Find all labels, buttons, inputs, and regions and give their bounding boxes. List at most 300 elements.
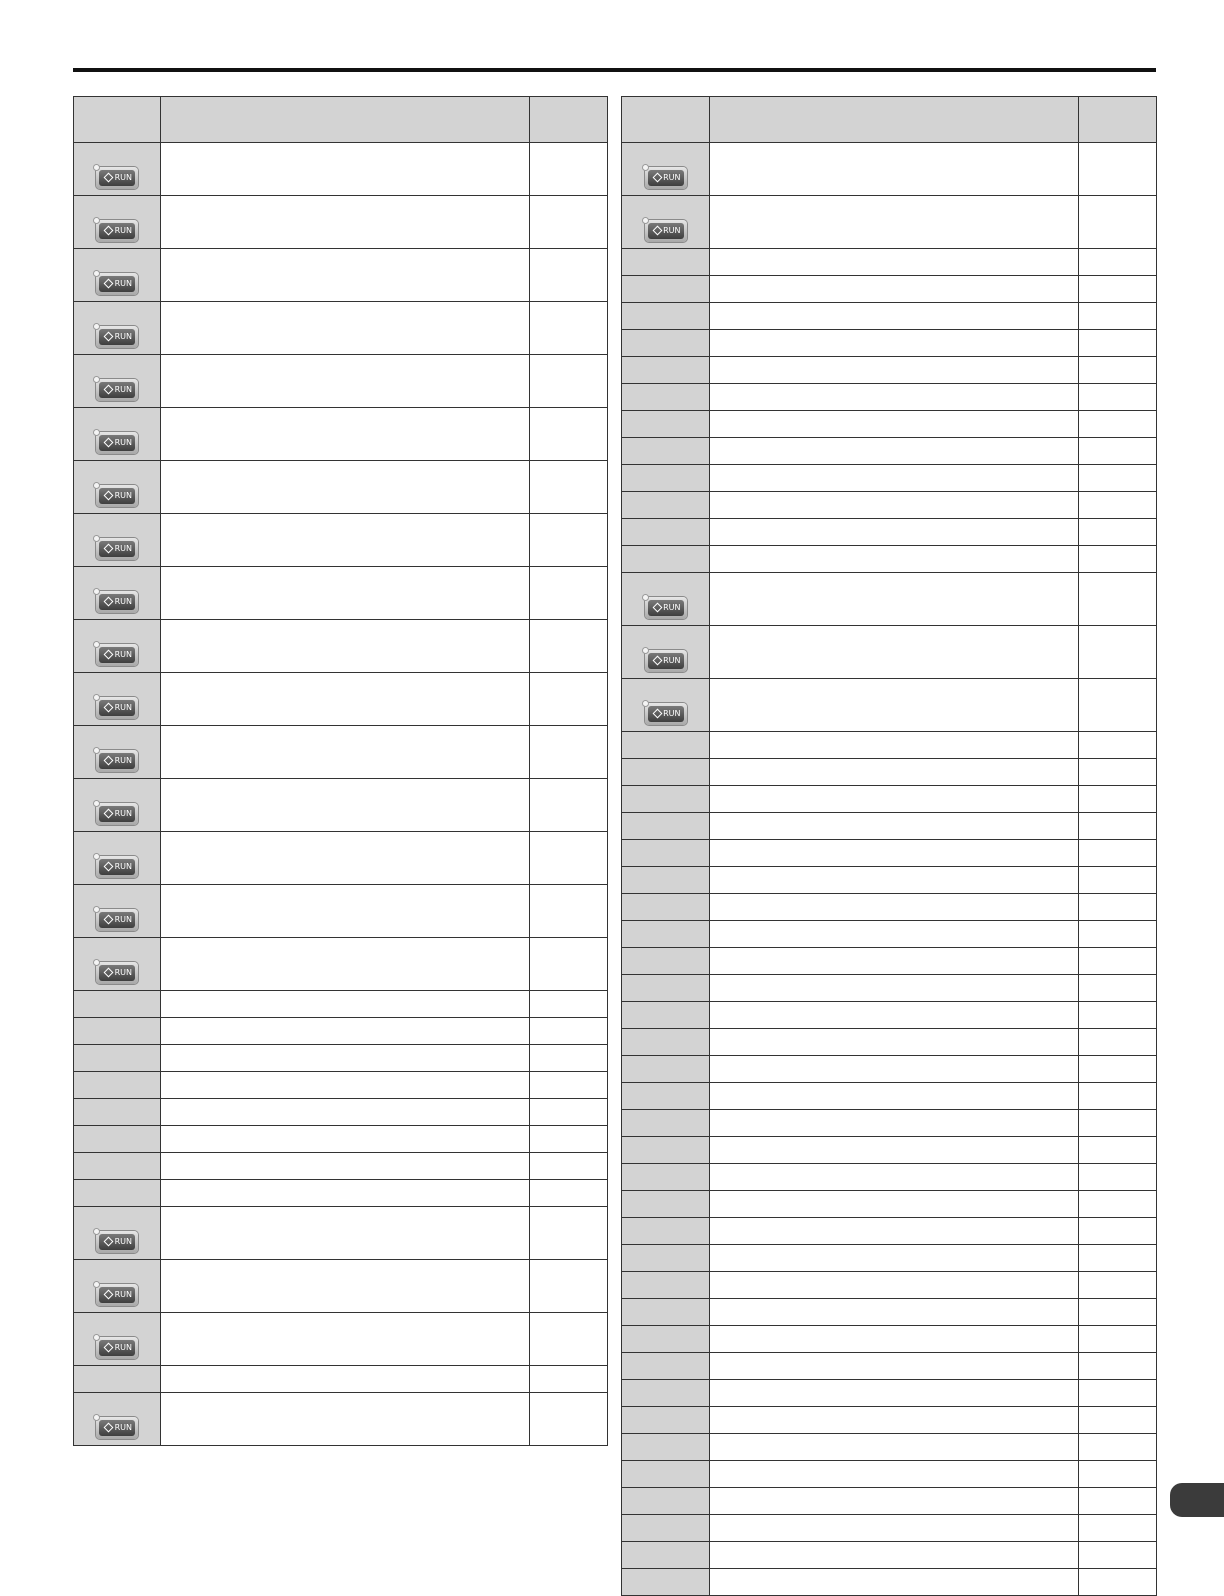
- name-cell: [161, 1180, 530, 1206]
- no-cell: [622, 1515, 710, 1541]
- table-row: [622, 491, 1156, 518]
- run-led-icon: [93, 1334, 100, 1341]
- page-cell: [1079, 384, 1156, 410]
- table-row: [622, 1190, 1156, 1217]
- table-row: [622, 1541, 1156, 1568]
- page-cell: [1079, 948, 1156, 974]
- no-cell: [622, 759, 710, 785]
- no-cell: [622, 786, 710, 812]
- no-cell: [622, 1137, 710, 1163]
- page-cell: [530, 1366, 607, 1392]
- table-row: [622, 866, 1156, 893]
- table-row: [622, 356, 1156, 383]
- name-cell: [161, 302, 530, 354]
- name-cell: [161, 97, 530, 142]
- no-cell: [622, 1002, 710, 1028]
- page-cell: [1079, 1515, 1156, 1541]
- page-cell: [1079, 1488, 1156, 1514]
- page-cell: [1079, 679, 1156, 731]
- run-key-label: RUN: [99, 859, 135, 875]
- no-cell: [74, 514, 161, 566]
- page-cell: [530, 726, 607, 778]
- no-cell: [74, 1180, 161, 1206]
- no-cell: [622, 1542, 710, 1568]
- run-key-icon: [96, 803, 138, 825]
- page-cell: [1079, 867, 1156, 893]
- table-row: [622, 1568, 1156, 1595]
- table-row: [622, 195, 1156, 248]
- table-row: [74, 1206, 607, 1259]
- name-cell: [710, 411, 1079, 437]
- run-diamond-icon: [652, 173, 662, 183]
- no-cell: [622, 1245, 710, 1271]
- run-key-label: RUN: [99, 488, 135, 504]
- page-cell: [530, 196, 607, 248]
- page-cell: [1079, 330, 1156, 356]
- no-cell: [622, 813, 710, 839]
- no-cell: [622, 573, 710, 625]
- table-row: [622, 893, 1156, 920]
- page-cell: [1079, 465, 1156, 491]
- table-row: [622, 383, 1156, 410]
- no-cell: [74, 302, 161, 354]
- run-key-label: RUN: [99, 170, 135, 186]
- run-key-label: RUN: [99, 912, 135, 928]
- no-cell: [622, 276, 710, 302]
- page-cell: [1079, 1380, 1156, 1406]
- no-cell: [74, 620, 161, 672]
- table-row: [622, 974, 1156, 1001]
- page-cell: [1079, 1083, 1156, 1109]
- no-cell: [622, 975, 710, 1001]
- table-row: [74, 884, 607, 937]
- page-cell: [1079, 143, 1156, 195]
- run-diamond-icon: [104, 809, 114, 819]
- run-key-label: RUN: [99, 753, 135, 769]
- no-cell: [622, 1353, 710, 1379]
- table-row: [74, 619, 607, 672]
- table-row: [622, 1082, 1156, 1109]
- no-cell: [622, 97, 710, 142]
- name-cell: [161, 1018, 530, 1044]
- no-cell: [622, 249, 710, 275]
- run-led-icon: [93, 959, 100, 966]
- name-cell: [161, 1313, 530, 1365]
- page-cell: [530, 1072, 607, 1098]
- name-cell: [161, 1072, 530, 1098]
- name-cell: [710, 384, 1079, 410]
- page-cell: [530, 1099, 607, 1125]
- no-cell: [74, 1393, 161, 1445]
- table-row: [74, 460, 607, 513]
- table-row: [74, 1179, 607, 1206]
- name-cell: [710, 465, 1079, 491]
- run-diamond-icon: [104, 1343, 114, 1353]
- page-cell: [530, 249, 607, 301]
- table-row: [74, 1071, 607, 1098]
- name-cell: [710, 1002, 1079, 1028]
- no-cell: [622, 1434, 710, 1460]
- name-cell: [710, 1299, 1079, 1325]
- run-diamond-icon: [104, 968, 114, 978]
- table-row: [622, 1406, 1156, 1433]
- run-key-icon: [96, 1337, 138, 1359]
- no-cell: [74, 991, 161, 1017]
- run-key-label: RUN: [99, 223, 135, 239]
- page-cell: [530, 673, 607, 725]
- run-led-icon: [642, 594, 649, 601]
- run-key-icon: [96, 379, 138, 401]
- table-row: [622, 572, 1156, 625]
- name-cell: [710, 732, 1079, 758]
- table-row: [622, 410, 1156, 437]
- no-cell: [622, 1407, 710, 1433]
- name-cell: [710, 1326, 1079, 1352]
- table-row: [622, 142, 1156, 195]
- name-cell: [710, 813, 1079, 839]
- name-cell: [710, 1542, 1079, 1568]
- name-cell: [161, 196, 530, 248]
- run-diamond-icon: [104, 862, 114, 872]
- page-cell: [530, 832, 607, 884]
- page-cell: [1079, 1056, 1156, 1082]
- page-cell: [1079, 1164, 1156, 1190]
- run-key-icon: [96, 538, 138, 560]
- name-cell: [710, 1218, 1079, 1244]
- table-row: [74, 937, 607, 990]
- run-key-label: RUN: [99, 1234, 135, 1250]
- no-cell: [74, 885, 161, 937]
- page-cell: [530, 1180, 607, 1206]
- name-cell: [710, 948, 1079, 974]
- page-cell: [1079, 786, 1156, 812]
- run-key-label: RUN: [648, 653, 684, 669]
- table-row: [74, 566, 607, 619]
- run-key-label: RUN: [99, 382, 135, 398]
- name-cell: [710, 1137, 1079, 1163]
- page-cell: [1079, 546, 1156, 572]
- no-cell: [74, 196, 161, 248]
- name-cell: [710, 867, 1079, 893]
- name-cell: [710, 1164, 1079, 1190]
- table-row: [622, 920, 1156, 947]
- page-cell: [1079, 1326, 1156, 1352]
- table-row: [74, 1312, 607, 1365]
- run-key-icon: [96, 697, 138, 719]
- table-row: [622, 625, 1156, 678]
- run-key-label: RUN: [648, 170, 684, 186]
- page-cell: [530, 461, 607, 513]
- name-cell: [161, 1207, 530, 1259]
- run-diamond-icon: [652, 709, 662, 719]
- parameter-table-right: [621, 96, 1157, 1596]
- page-cell: [1079, 1272, 1156, 1298]
- page-cell: [530, 779, 607, 831]
- no-cell: [622, 948, 710, 974]
- run-key-label: RUN: [99, 435, 135, 451]
- name-cell: [710, 357, 1079, 383]
- run-diamond-icon: [104, 173, 114, 183]
- page-cell: [1079, 1218, 1156, 1244]
- name-cell: [710, 1515, 1079, 1541]
- page-cell: [530, 1393, 607, 1445]
- name-cell: [161, 408, 530, 460]
- run-led-icon: [93, 429, 100, 436]
- page-cell: [530, 302, 607, 354]
- name-cell: [710, 276, 1079, 302]
- run-diamond-icon: [104, 226, 114, 236]
- page-cell: [530, 885, 607, 937]
- run-diamond-icon: [104, 703, 114, 713]
- no-cell: [74, 1207, 161, 1259]
- run-key-label: RUN: [648, 223, 684, 239]
- page-cell: [1079, 894, 1156, 920]
- page-cell: [530, 1260, 607, 1312]
- name-cell: [710, 1083, 1079, 1109]
- no-cell: [74, 461, 161, 513]
- run-key-icon: [645, 650, 687, 672]
- run-led-icon: [93, 1414, 100, 1421]
- table-row: [74, 195, 607, 248]
- no-cell: [622, 357, 710, 383]
- name-cell: [161, 885, 530, 937]
- no-cell: [622, 679, 710, 731]
- table-row: [74, 513, 607, 566]
- page-cell: [530, 143, 607, 195]
- table-row: [622, 1163, 1156, 1190]
- run-key-icon: [96, 1231, 138, 1253]
- no-cell: [622, 465, 710, 491]
- no-cell: [74, 1260, 161, 1312]
- run-led-icon: [93, 270, 100, 277]
- run-diamond-icon: [652, 656, 662, 666]
- name-cell: [161, 1260, 530, 1312]
- no-cell: [622, 1164, 710, 1190]
- no-cell: [622, 732, 710, 758]
- run-diamond-icon: [104, 650, 114, 660]
- table-row: [622, 1325, 1156, 1352]
- table-row: [622, 464, 1156, 491]
- page-cell: [1079, 303, 1156, 329]
- page-cell: [1079, 759, 1156, 785]
- table-row: [74, 1259, 607, 1312]
- no-cell: [622, 894, 710, 920]
- no-cell: [622, 626, 710, 678]
- page-cell: [1079, 1434, 1156, 1460]
- page-cell: [1079, 732, 1156, 758]
- no-cell: [622, 1461, 710, 1487]
- name-cell: [710, 1245, 1079, 1271]
- run-led-icon: [93, 164, 100, 171]
- no-cell: [74, 1153, 161, 1179]
- name-cell: [710, 1191, 1079, 1217]
- no-cell: [622, 867, 710, 893]
- run-diamond-icon: [104, 332, 114, 342]
- table-row: [74, 778, 607, 831]
- table-row: [74, 142, 607, 195]
- run-key-icon: [96, 485, 138, 507]
- page-cell: [1079, 813, 1156, 839]
- table-row: [622, 1244, 1156, 1271]
- no-cell: [622, 1191, 710, 1217]
- no-cell: [622, 411, 710, 437]
- run-key-label: RUN: [99, 965, 135, 981]
- name-cell: [710, 1407, 1079, 1433]
- page-cell: [1079, 276, 1156, 302]
- run-key-label: RUN: [99, 594, 135, 610]
- run-led-icon: [642, 164, 649, 171]
- run-diamond-icon: [104, 385, 114, 395]
- run-diamond-icon: [104, 597, 114, 607]
- table-row: [74, 1392, 607, 1445]
- table-row: [622, 275, 1156, 302]
- name-cell: [710, 759, 1079, 785]
- no-cell: [74, 1018, 161, 1044]
- no-cell: [74, 1366, 161, 1392]
- table-row: [74, 1365, 607, 1392]
- no-cell: [622, 1569, 710, 1595]
- no-cell: [622, 196, 710, 248]
- no-cell: [622, 921, 710, 947]
- table-row: [622, 1460, 1156, 1487]
- table-row: [622, 812, 1156, 839]
- top-rule: [73, 68, 1156, 72]
- table-row: [74, 248, 607, 301]
- no-cell: [622, 492, 710, 518]
- no-cell: [74, 1045, 161, 1071]
- page-cell: [530, 1313, 607, 1365]
- page-cell: [1079, 97, 1156, 142]
- run-led-icon: [642, 217, 649, 224]
- name-cell: [710, 1488, 1079, 1514]
- name-cell: [161, 673, 530, 725]
- run-led-icon: [93, 588, 100, 595]
- name-cell: [161, 143, 530, 195]
- page-cell: [1079, 975, 1156, 1001]
- run-led-icon: [93, 1228, 100, 1235]
- name-cell: [161, 567, 530, 619]
- run-key-icon: [645, 220, 687, 242]
- page-cell: [1079, 1542, 1156, 1568]
- page-cell: [530, 991, 607, 1017]
- table-row: [622, 248, 1156, 275]
- no-cell: [74, 673, 161, 725]
- page-cell: [1079, 1191, 1156, 1217]
- name-cell: [710, 1272, 1079, 1298]
- page-cell: [530, 355, 607, 407]
- page-cell: [1079, 626, 1156, 678]
- table-row: [622, 1352, 1156, 1379]
- table-row: [622, 329, 1156, 356]
- page-cell: [1079, 1407, 1156, 1433]
- name-cell: [161, 726, 530, 778]
- table-header-row: [74, 97, 607, 142]
- name-cell: [161, 779, 530, 831]
- name-cell: [161, 1366, 530, 1392]
- run-key-label: RUN: [99, 700, 135, 716]
- table-header-row: [622, 97, 1156, 142]
- name-cell: [710, 894, 1079, 920]
- no-cell: [74, 726, 161, 778]
- page-cell: [1079, 519, 1156, 545]
- page-cell: [1079, 1110, 1156, 1136]
- page-cell: [1079, 1245, 1156, 1271]
- page-cell: [1079, 921, 1156, 947]
- run-diamond-icon: [104, 756, 114, 766]
- page-thumb-tab: [1170, 1483, 1224, 1517]
- no-cell: [622, 1029, 710, 1055]
- run-key-icon: [96, 167, 138, 189]
- table-row: [622, 1136, 1156, 1163]
- run-key-icon: [96, 591, 138, 613]
- table-row: [74, 301, 607, 354]
- table-row: [74, 1125, 607, 1152]
- table-row: [622, 947, 1156, 974]
- name-cell: [710, 1056, 1079, 1082]
- table-row: [74, 1152, 607, 1179]
- name-cell: [161, 991, 530, 1017]
- no-cell: [622, 840, 710, 866]
- name-cell: [161, 461, 530, 513]
- page-cell: [530, 567, 607, 619]
- page-cell: [530, 1126, 607, 1152]
- no-cell: [74, 355, 161, 407]
- table-row: [622, 437, 1156, 464]
- page-cell: [1079, 1299, 1156, 1325]
- run-key-label: RUN: [648, 600, 684, 616]
- name-cell: [710, 519, 1079, 545]
- page-cell: [530, 514, 607, 566]
- table-row: [622, 1055, 1156, 1082]
- no-cell: [622, 519, 710, 545]
- name-cell: [710, 196, 1079, 248]
- no-cell: [622, 1380, 710, 1406]
- run-diamond-icon: [104, 1290, 114, 1300]
- run-led-icon: [93, 217, 100, 224]
- table-row: [74, 354, 607, 407]
- name-cell: [710, 303, 1079, 329]
- no-cell: [622, 438, 710, 464]
- name-cell: [161, 1393, 530, 1445]
- page-cell: [530, 1018, 607, 1044]
- page-cell: [1079, 1569, 1156, 1595]
- page-cell: [1079, 573, 1156, 625]
- run-diamond-icon: [652, 226, 662, 236]
- run-diamond-icon: [104, 544, 114, 554]
- page-cell: [530, 620, 607, 672]
- run-diamond-icon: [652, 603, 662, 613]
- table-row: [622, 839, 1156, 866]
- no-cell: [622, 1299, 710, 1325]
- run-key-icon: [96, 750, 138, 772]
- run-diamond-icon: [104, 438, 114, 448]
- page-cell: [1079, 1137, 1156, 1163]
- run-key-icon: [96, 1417, 138, 1439]
- run-key-icon: [96, 432, 138, 454]
- no-cell: [74, 832, 161, 884]
- name-cell: [710, 786, 1079, 812]
- page-cell: [530, 1153, 607, 1179]
- name-cell: [710, 438, 1079, 464]
- page-cell: [1079, 196, 1156, 248]
- table-row: [622, 1298, 1156, 1325]
- page-cell: [1079, 1029, 1156, 1055]
- table-row: [622, 1379, 1156, 1406]
- run-diamond-icon: [104, 915, 114, 925]
- run-diamond-icon: [104, 491, 114, 501]
- run-key-icon: [96, 1284, 138, 1306]
- run-key-icon: [96, 962, 138, 984]
